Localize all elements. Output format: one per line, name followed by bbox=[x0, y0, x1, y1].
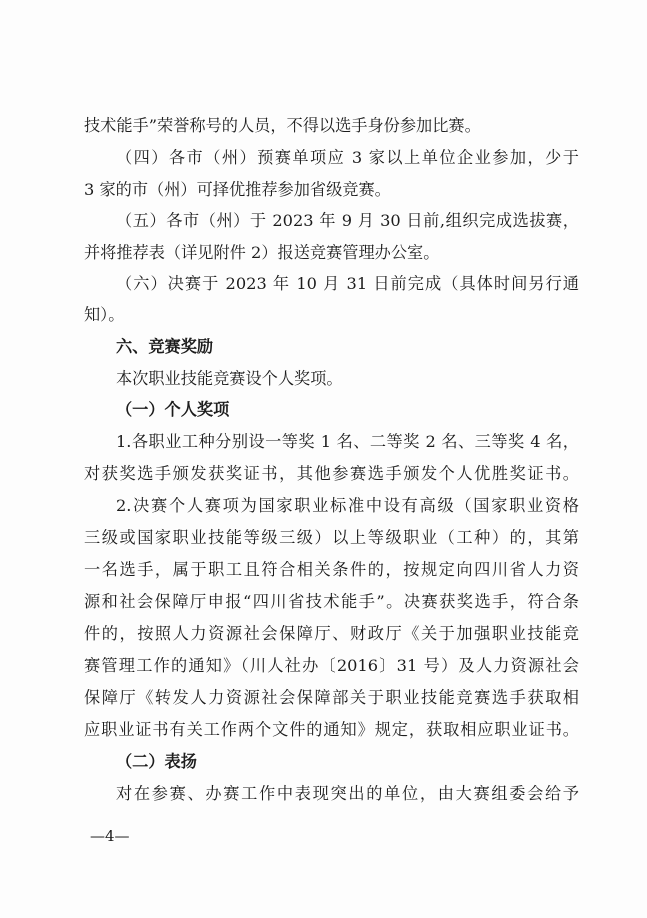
text-line: 对获奖选手颁发获奖证书，其他参赛选手颁发个人优胜奖证书。 bbox=[84, 464, 579, 483]
text-line: 应职业证书有关工作两个文件的通知》规定，获取相应职业证书。 bbox=[84, 720, 579, 739]
text-line: 件的，按照人力资源社会保障厅、财政厅《关于加强职业技能竞 bbox=[84, 624, 579, 643]
text-line: 源和社会保障厅申报“四川省技术能手”。决赛获奖选手，符合条 bbox=[84, 592, 579, 611]
text-line: 技术能手”荣誉称号的人员，不得以选手身份参加比赛。 bbox=[84, 116, 481, 135]
text-line: 1.各职业工种分别设一等奖 1 名、二等奖 2 名、三等奖 4 名， bbox=[116, 432, 579, 451]
text-line: 一名选手，属于职工且符合相关条件的，按规定向四川省人力资 bbox=[84, 560, 579, 579]
text-line: 三级或国家职业技能等级三级）以上等级职业（工种）的，其第 bbox=[84, 528, 579, 547]
page-number: —4— bbox=[90, 827, 130, 845]
text-line: 保障厅《转发人力资源社会保障部关于职业技能竞赛选手获取相 bbox=[84, 688, 579, 707]
subsection-heading: （一）个人奖项 bbox=[116, 400, 230, 419]
section-heading: 六、竞赛奖励 bbox=[116, 337, 214, 356]
text-line: 知）。 bbox=[84, 305, 125, 324]
text-line: （四）各市（州）预赛单项应 3 家以上单位企业参加，少于 bbox=[116, 148, 579, 167]
text-line: （六）决赛于 2023 年 10 月 31 日前完成（具体时间另行通 bbox=[116, 274, 579, 293]
text-line: （五）各市（州）于 2023 年 9 月 30 日前,组织完成选拔赛， bbox=[116, 211, 579, 230]
text-line: 3 家的市（州）可择优推荐参加省级竞赛。 bbox=[84, 180, 391, 199]
text-line: 赛管理工作的通知》（川人社办〔2016〕31 号）及人力资源社会 bbox=[84, 656, 579, 675]
text-line: 本次职业技能竞赛设个人奖项。 bbox=[116, 369, 343, 388]
subsection-heading: （二）表扬 bbox=[116, 752, 197, 771]
text-line: 并将推荐表（详见附件 2）报送竞赛管理办公室。 bbox=[84, 243, 440, 262]
text-line: 2.决赛个人赛项为国家职业标准中设有高级（国家职业资格 bbox=[116, 496, 579, 515]
text-line: 对在参赛、办赛工作中表现突出的单位，由大赛组委会给予 bbox=[116, 784, 579, 803]
